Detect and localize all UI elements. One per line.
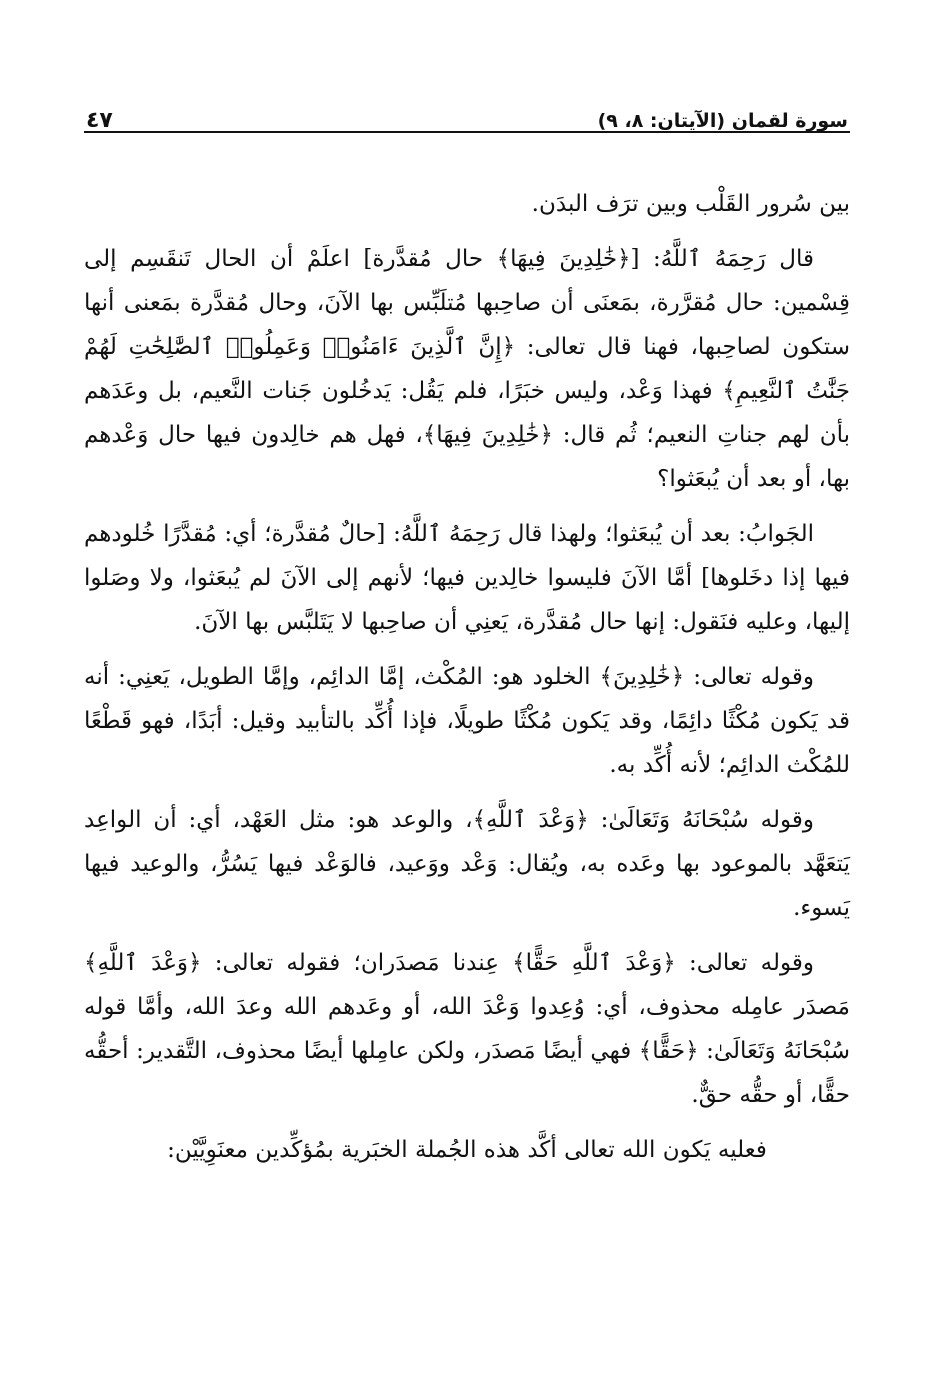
paragraph: وقوله سُبْحَانَهُ وَتَعَالَىٰ: ﴿وَعْدَ ٱللَّهِ﴾، والوعد هو: مثل العَهْد، أي: أن الواعِد يَتعَهَّد بالموعود بها وعَده به، ويُقال: وَعْد ووَعيد، فالوَعْد فيها يَسُرُّ، والوعيد فيها يَسوء. <box>84 807 850 921</box>
paragraph: فعليه يَكون الله تعالى أكَّد هذه الجُملة الخبَرية بمُؤكِّدين معنَوِيَّيْن: <box>167 1137 767 1163</box>
page-number: ٤٧ <box>86 108 113 133</box>
paragraph: وقوله تعالى: ﴿وَعْدَ ٱللَّهِ حَقًّا﴾ عِندنا مَصدَران؛ فقوله تعالى: ﴿وَعْدَ ٱللَّهِ﴾ مَصدَر عامِله محذوف، أي: وُعِدوا وَعْدَ الله، أو وعَدهم الله وعدَ الله، وأمَّا قوله سُبْحَانَهُ وَتَعَالَىٰ: ﴿حَقًّا﴾ فهي أيضًا مَصدَر، ولكن عامِلها أيضًا محذوف، التَّقدير: أحقُّه حقًّا، أو حقُّه حقٌّ. <box>84 950 850 1108</box>
paragraph: الجَوابُ: بعد أن يُبعَثوا؛ ولهذا قال رَحِمَهُ ٱللَّهُ: [حالٌ مُقدَّرة؛ أي: مُقدَّرًا خُلودهم فيها إذا دخَلوها] أمَّا الآنَ فليسوا خالِدين فيها؛ لأنهم إلى الآنَ لم يُبعَثوا، ولا وصَلوا إليها، وعليه فنَقول: إنها حال مُقدَّرة، يَعنِي أن صاحِبها لا يَتَلبَّس بها الآنَ. <box>84 521 850 635</box>
paragraph: قال رَحِمَهُ ٱللَّهُ: [﴿خَٰلِدِينَ فِيهَا﴾ حال مُقدَّرة] اعلَمْ أن الحال تَنقَسِم إلى قِسْمين: حال مُقرَّرة، بمَعنَى أن صاحِبها مُتلَبِّس بها الآنَ، وحال مُقدَّرة بمَعنى أنها ستكون لصاحِبها، فهنا قال تعالى: ﴿إِنَّ ٱلَّذِينَ ءَامَنُوا۟ وَعَمِلُوا۟ ٱلصَّٰلِحَٰتِ لَهُمْ جَنَّٰتُ ٱلنَّعِيمِ﴾ فهذا وَعْد، وليس خبَرًا، فلم يَقُل: يَدخُلون جَنات النَّعيم، بل وعَدَهم بأن لهم جناتِ النعيم؛ ثُم قال: ﴿خَٰلِدِينَ فِيهَا﴾، فهل هم خالِدون فيها حال وَعْدهم بها، أو بعد أن يُبعَثوا؟ <box>84 246 850 492</box>
body-text <box>84 182 850 1183</box>
paragraph: وقوله تعالى: ﴿خَٰلِدِينَ﴾ الخلود هو: المُكْث، إمَّا الدائِم، وإمَّا الطويل، يَعنِي: أنه قد يَكون مُكْثًا دائِمًا، وقد يَكون مُكْثًا طويلًا، فإذا أُكِّد بالتأبيد وقيل: أبَدًا، فهو قَطْعًا للمُكْث الدائِم؛ لأنه أُكِّد به. <box>84 664 850 778</box>
paragraph: بين سُرور القَلْب وبين ترَف البدَن. <box>531 191 850 217</box>
header-title: سورة لقمان (الآيتان: ٨، ٩) <box>597 110 848 132</box>
running-header <box>86 100 848 134</box>
header-rule <box>84 131 850 133</box>
